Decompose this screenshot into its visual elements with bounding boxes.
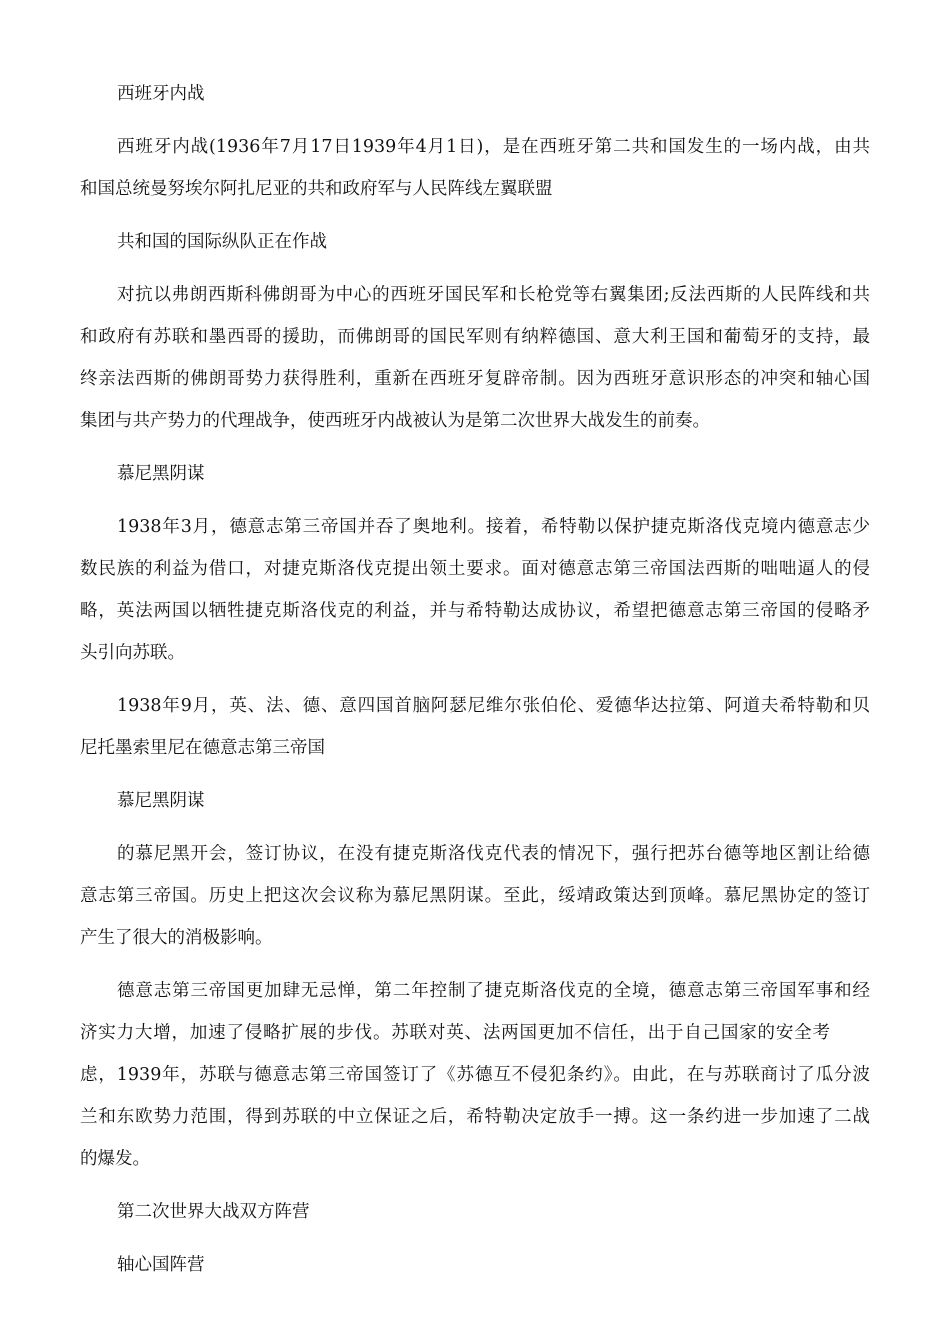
- heading-axis-camp: 轴心国阵营: [117, 1255, 205, 1275]
- paragraph-line: 和国总统曼努埃尔阿扎尼亚的共和政府军与人民阵线左翼联盟: [80, 179, 553, 199]
- paragraph-line: 的慕尼黑开会，签订协议，在没有捷克斯洛伐克代表的情况下，强行把苏台德等地区割让给德: [117, 844, 870, 864]
- heading-munich-conspiracy: 慕尼黑阴谋: [117, 464, 205, 484]
- paragraph-line: 意志第三帝国。历史上把这次会议称为慕尼黑阴谋。至此，绥靖政策达到顶峰。慕尼黑协定的签订: [80, 886, 870, 906]
- heading-wwii-camps: 第二次世界大战双方阵营: [117, 1202, 310, 1222]
- paragraph-line: 兰和东欧势力范围，得到苏联的中立保证之后，希特勒决定放手一搏。这一条约进一步加速了二战: [80, 1107, 870, 1127]
- paragraph-line: 的爆发。: [80, 1149, 150, 1169]
- heading-munich-conspiracy-2: 慕尼黑阴谋: [117, 791, 205, 811]
- caption-international-brigades: 共和国的国际纵队正在作战: [117, 232, 327, 252]
- paragraph-line: 德意志第三帝国更加肆无忌惮，第二年控制了捷克斯洛伐克的全境，德意志第三帝国军事和经: [117, 981, 870, 1001]
- paragraph-line: 尼托墨索里尼在德意志第三帝国: [80, 738, 325, 758]
- paragraph-line: 头引向苏联。: [80, 643, 185, 663]
- paragraph-line: 终亲法西斯的佛朗哥势力获得胜利，重新在西班牙复辟帝制。因为西班牙意识形态的冲突和轴心国: [80, 369, 870, 389]
- paragraph-line: 集团与共产势力的代理战争，使西班牙内战被认为是第二次世界大战发生的前奏。: [80, 411, 710, 431]
- paragraph-line: 1938年3月，德意志第三帝国并吞了奥地利。接着，希特勒以保护捷克斯洛伐克境内德意志少: [117, 517, 870, 537]
- paragraph-line: 略，英法两国以牺牲捷克斯洛伐克的利益，并与希特勒达成协议，希望把德意志第三帝国的侵略矛: [80, 601, 870, 621]
- paragraph-line: 数民族的利益为借口，对捷克斯洛伐克提出领土要求。面对德意志第三帝国法西斯的咄咄逼人的侵: [80, 559, 870, 579]
- paragraph-line: 产生了很大的消极影响。: [80, 928, 273, 948]
- paragraph-line: 虑，1939年，苏联与德意志第三帝国签订了《苏德互不侵犯条约》。由此，在与苏联商讨了瓜分波: [80, 1065, 870, 1085]
- paragraph-line: 对抗以弗朗西斯科佛朗哥为中心的西班牙国民军和长枪党等右翼集团;反法西斯的人民阵线和共: [117, 285, 870, 305]
- paragraph-line: 和政府有苏联和墨西哥的援助，而佛朗哥的国民军则有纳粹德国、意大利王国和葡萄牙的支持，最: [80, 327, 870, 347]
- paragraph-line: 1938年9月，英、法、德、意四国首脑阿瑟尼维尔张伯伦、爱德华达拉第、阿道夫希特勒和贝: [117, 696, 870, 716]
- paragraph-line: 西班牙内战(1936年7月17日1939年4月1日)，是在西班牙第二共和国发生的一场内战，由共: [117, 137, 870, 157]
- heading-spanish-civil-war: 西班牙内战: [117, 84, 205, 104]
- paragraph-line: 济实力大增，加速了侵略扩展的步伐。苏联对英、法两国更加不信任，出于自己国家的安全考: [80, 1023, 830, 1043]
